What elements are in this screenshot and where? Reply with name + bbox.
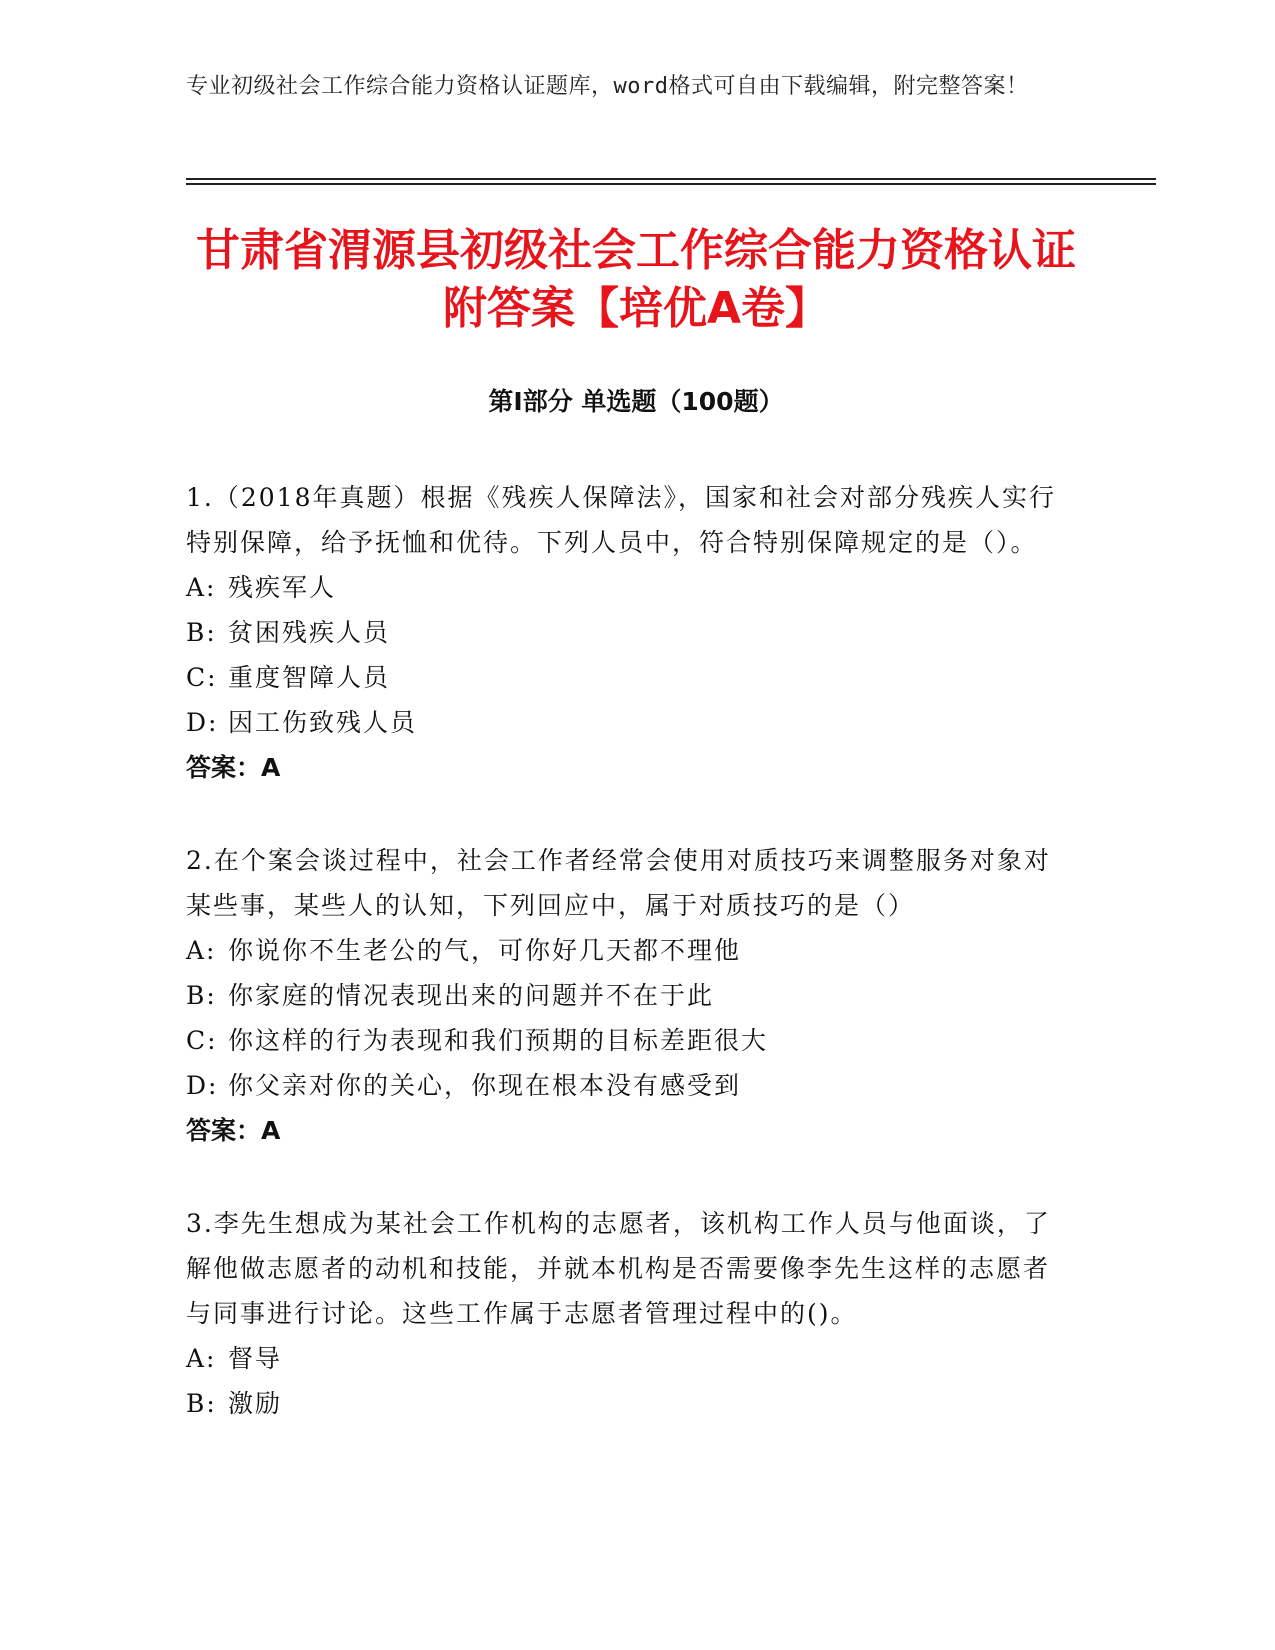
question-stem: 2.在个案会谈过程中，社会工作者经常会使用对质技巧来调整服务对象对某些事，某些人的认知，下列回应中，属于对质技巧的是（）: [186, 846, 1051, 920]
option-a: [186, 928, 1066, 973]
option-letter: D:: [186, 1071, 219, 1100]
section-heading: 第I部分 单选题（100题）: [488, 387, 784, 416]
option-text: 贫困残疾人员: [228, 618, 391, 647]
option-a: [186, 565, 1066, 610]
option-text: 你家庭的情况表现出来的问题并不在于此: [228, 981, 715, 1010]
option-text: 你父亲对你的关心，你现在根本没有感受到: [228, 1071, 742, 1100]
header-note: 专业初级社会工作综合能力资格认证题库，word格式可自由下载编辑，附完整答案！: [186, 74, 1029, 99]
question-stem: 3.李先生想成为某社会工作机构的志愿者，该机构工作人员与他面谈，了解他做志愿者的动机和技能，并就本机构是否需要像李先生这样的志愿者与同事进行讨论。这些工作属于志愿者管理过程中的()。: [186, 1209, 1051, 1328]
question-list: [186, 475, 1066, 1474]
option-text: 你这样的行为表现和我们预期的目标差距很大: [228, 1026, 769, 1055]
question-stem: 1.（2018年真题）根据《残疾人保障法》，国家和社会对部分残疾人实行特别保障，给予抚恤和优待。下列人员中，符合特别保障规定的是（）。: [186, 483, 1056, 557]
option-text: 残疾军人: [228, 573, 337, 602]
answer-line: 答案：A: [186, 753, 281, 782]
option-letter: D:: [186, 708, 219, 737]
answer-line: 答案：A: [186, 1116, 281, 1145]
option-letter: A:: [186, 936, 217, 965]
option-letter: B:: [186, 1389, 217, 1418]
option-c: [186, 655, 1066, 700]
document-title: 甘肃省渭源县初级社会工作综合能力资格认证附答案【培优A卷】: [196, 225, 1076, 334]
option-letter: A:: [186, 573, 217, 602]
option-text: 你说你不生老公的气，可你好几天都不理他: [228, 936, 742, 965]
option-letter: B:: [186, 981, 217, 1010]
option-letter: B:: [186, 618, 217, 647]
option-text: 重度智障人员: [228, 663, 391, 692]
header-divider-second: [186, 183, 1156, 185]
option-b: [186, 1381, 1066, 1426]
option-text: 因工伤致残人员: [228, 708, 418, 737]
header-divider: [186, 178, 1156, 180]
option-text: 激励: [228, 1389, 283, 1418]
option-c: [186, 1018, 1066, 1063]
option-b: [186, 610, 1066, 655]
question-2: [186, 838, 1066, 1153]
option-d: [186, 1063, 1066, 1108]
question-1: [186, 475, 1066, 790]
question-3: [186, 1201, 1066, 1426]
option-a: [186, 1336, 1066, 1381]
option-text: 督导: [228, 1344, 283, 1373]
option-letter: A:: [186, 1344, 217, 1373]
option-d: [186, 700, 1066, 745]
option-letter: C:: [186, 1026, 218, 1055]
option-letter: C:: [186, 663, 218, 692]
option-b: [186, 973, 1066, 1018]
